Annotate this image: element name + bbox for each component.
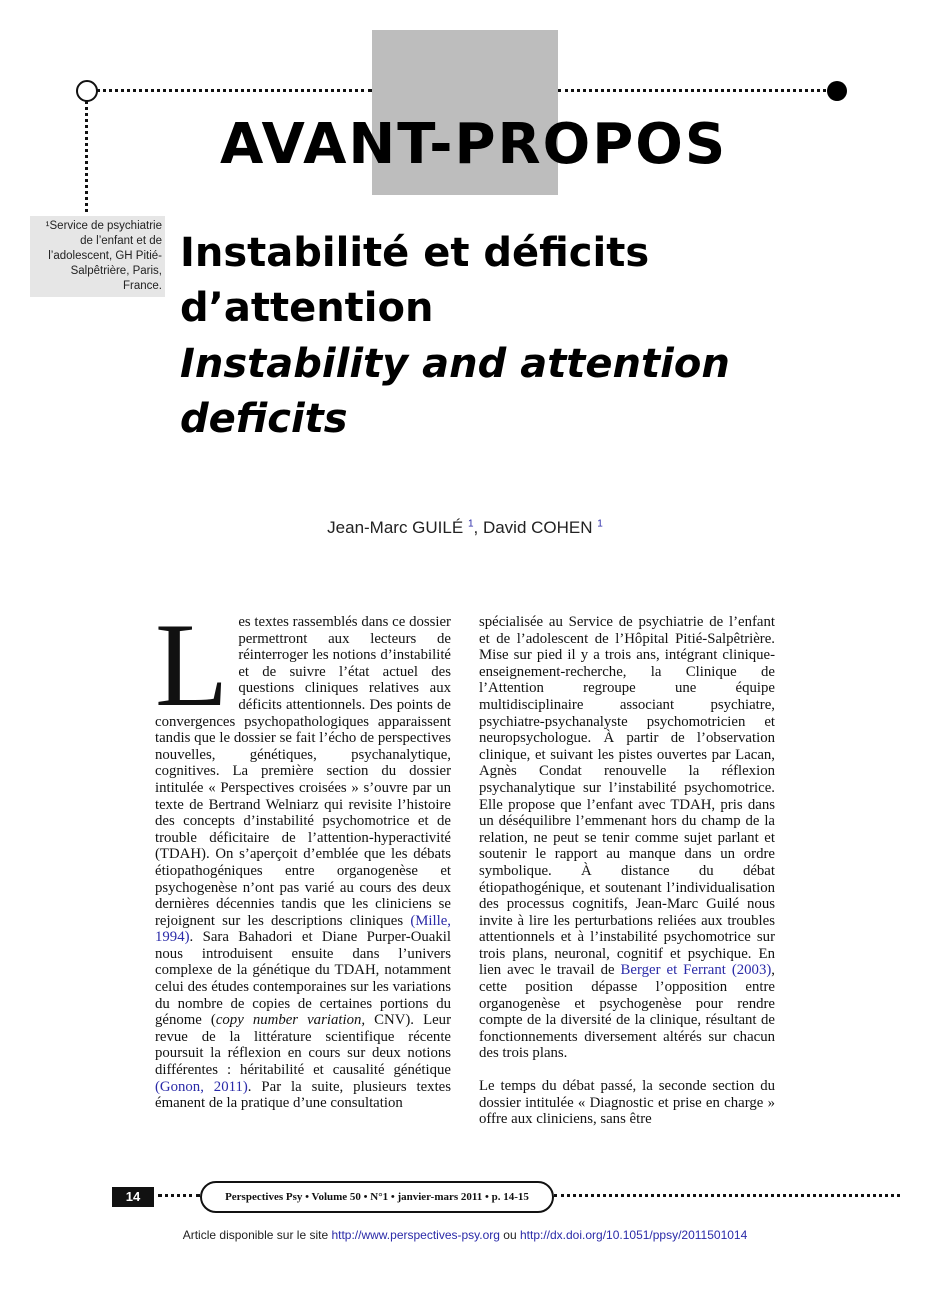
body-text-italic: copy number variation, bbox=[215, 1012, 366, 1029]
header-dotted-rule-left bbox=[96, 89, 372, 92]
doi-link[interactable]: http://dx.doi.org/10.1051/ppsy/2011501014 bbox=[519, 1228, 748, 1242]
availability-text: ou bbox=[499, 1228, 520, 1242]
article-title-french: Instabilité et déficits d’attention bbox=[180, 230, 650, 331]
site-link[interactable]: http://www.perspectives-psy.org bbox=[331, 1228, 500, 1242]
section-heading: AVANT-PROPOS bbox=[220, 112, 728, 177]
filled-circle-ornament bbox=[827, 81, 847, 101]
body-paragraph bbox=[479, 1078, 775, 1128]
paragraph-gap bbox=[479, 1062, 775, 1078]
body-text: . Sara Bahadori et Diane Purper-Ouakil nous introduisent ensuite dans l’univers complexe de la génétique du TDAH, notamment celui des études contemporaines sur les variations du nombre de copies de certaines portions du génome ( bbox=[155, 929, 451, 1029]
citation-link[interactable]: Berger et Ferrant (2003) bbox=[620, 962, 772, 979]
author-separator: , bbox=[473, 518, 483, 537]
open-circle-ornament bbox=[76, 80, 98, 102]
footer-dotted-rule-left bbox=[158, 1194, 200, 1197]
body-text: spécialisée au Service de psychiatrie de l’enfant et de l’adolescent de l’Hôpital Pitié-Salpêtrière. Mise sur pied il y a trois ans, intégrant clinique-enseignement-recherche, la Clinique de l’Attention regroupe une équipe multidisciplinaire associant psychiatre, psychiatre-psychanalyste psychomotricien et neuropsychologue. À partir de l’observation clinique, et suivant les pistes ouvertes par Lacan, Agnès Condat renouvelle la réflexion psychanalytique sur l’instabilité psychomotrice. Elle propose que l’enfant avec TDAH, pris dans un déséquilibre l’emmenant hors du champ de la relation, ne peut se tenir comme sujet parlant et soutenir le rapport au manque dans un ordre symbolique. À distance du débat étiopathogénique, et soutenant l’individualisation des processus cognitifs, Jean-Marc Guilé nous invite à lire les perturbations reliées aux troubles attentionnels et à l’instabilité psychomotrice sur trois plans, neuronal, cognitif et psychique. En lien avec le travail de bbox=[479, 614, 775, 979]
author-name: David COHEN bbox=[482, 518, 593, 537]
citation-link[interactable]: (Mille, 1994) bbox=[155, 912, 451, 946]
body-paragraph bbox=[479, 614, 775, 1062]
page-number: 14 bbox=[112, 1187, 154, 1207]
header-dotted-rule-vertical bbox=[85, 100, 88, 220]
author-name: Jean-Marc GUILÉ bbox=[327, 518, 464, 537]
body-text: Le temps du débat passé, la seconde section du dossier intitulée « Diagnostic et prise en charge » offre aux cliniciens, sans être bbox=[479, 1078, 775, 1128]
header-dotted-rule-right bbox=[558, 89, 826, 92]
availability-note bbox=[0, 1228, 930, 1242]
citation-link[interactable]: (Gonon, 2011) bbox=[155, 1078, 248, 1095]
footer-dotted-rule-right bbox=[554, 1194, 900, 1197]
affiliation-marker[interactable]: 1 bbox=[597, 518, 603, 530]
author-list bbox=[0, 518, 930, 538]
body-paragraph bbox=[155, 598, 452, 1112]
body-text: CNV). Leur revue de la littérature scientifique récente poursuit la réflexion en cours sur deux notions différentes : héritabilité et causalité génétique bbox=[155, 1012, 452, 1079]
availability-text: Article disponible sur le site bbox=[182, 1228, 332, 1242]
affiliation-marker[interactable]: 1 bbox=[467, 518, 474, 530]
body-text: es textes rassemblés dans ce dossier permettront aux lecteurs de réinterroger les notions d’instabilité et de suivre l’état actuel des questions cliniques relatives aux déficits attentionnels. Des points de convergences psychopathologiques apparaissent tandis que le dossier se fait l’écho de perspectives nouvelles, génétiques, psychanalytique, cognitives. La première section du dossier intitulée « Perspectives croisées » s’ouvre par un texte de Bertrand Welniarz qui revisite l’histoire des concepts d’instabilité psychomotrice et de trouble déficitaire de l’attention-hyperactivité (TDAH). On s’aperçoit d’emblée que les débats étiopathogéniques entre organogenèse et psychogenèse n’ont pas varié au cours des deux dernières décennies tandis que les cliniciens se rejoignent sur les descriptions cliniques bbox=[155, 614, 451, 929]
journal-citation: Perspectives Psy • Volume 50 • N°1 • janvier-mars 2011 • p. 14-15 bbox=[200, 1181, 554, 1213]
body-column-left bbox=[155, 598, 452, 1112]
body-text: . Par la suite, plusieurs textes émanent de la pratique d’une consultation bbox=[155, 1078, 452, 1112]
affiliation-note: ¹Service de psychiatrie de l’enfant et de l’adolescent, GH Pitié-Salpêtrière, Paris, France. bbox=[30, 216, 165, 297]
article-title-english: Instability and attention deficits bbox=[180, 341, 730, 442]
body-column-right bbox=[479, 614, 775, 1128]
body-text: , cette position dépasse l’opposition entre organogenèse et psychogenèse pour rendre compte de la diversité de la clinique, résultant de fonctionnements diversement altérés sur chacun des trois plans. bbox=[479, 962, 775, 1062]
drop-cap: L bbox=[155, 598, 229, 731]
